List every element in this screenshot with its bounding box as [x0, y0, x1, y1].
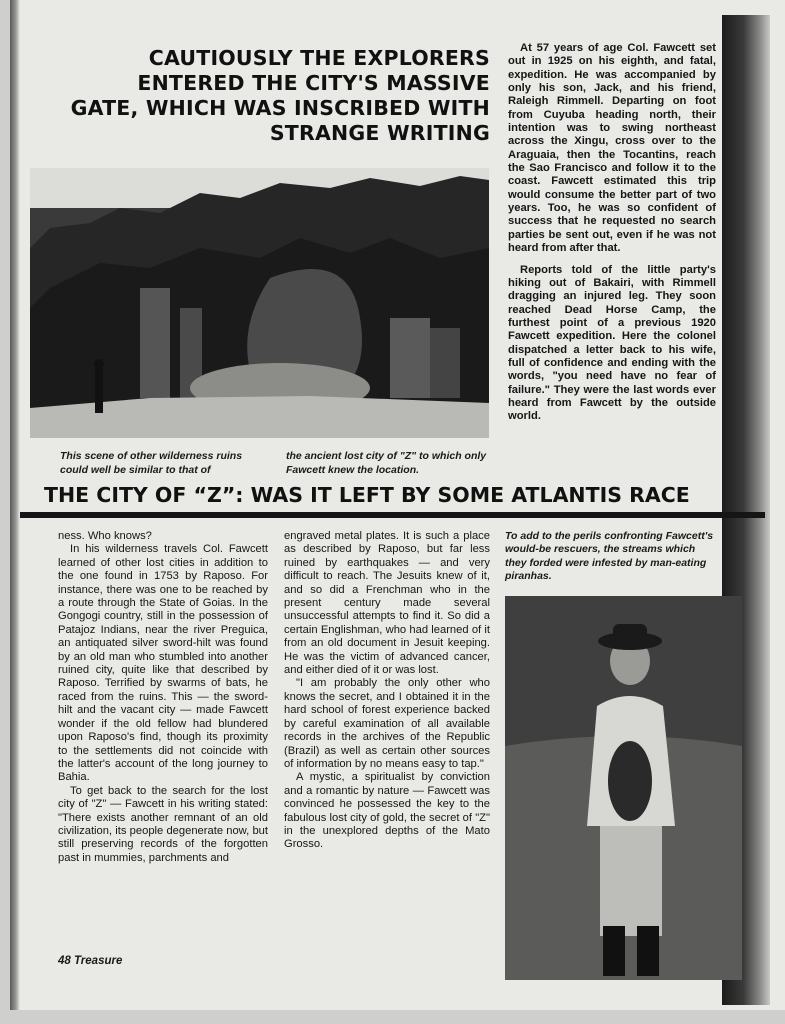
- right-top-column: [508, 42, 716, 432]
- col2-paragraph-1: engraved metal plates. It is such a place as described by Raposo, but far less ruined by earthquakes — and very difficult to reach. The Jesuits knew of it, and so did a Frenchman who in the present century made several unsuccessful attempts to find it. So did a certain Englishman, who had learned of it from an old document in Jesuit keeping. He was the victim of advanced cancer, and either died of it or was lost.: [284, 530, 490, 677]
- photo-caption-right: the ancient lost city of "Z" to which only Fawcett knew the location.: [286, 450, 487, 476]
- piranha-caption: To add to the perils confronting Fawcett's would-be rescuers, the streams which they forded were infested by man-eating piranhas.: [505, 530, 714, 583]
- ruins-photo: [30, 168, 489, 438]
- explorer-photo: [505, 596, 742, 980]
- page-binding-shadow: [10, 0, 20, 1010]
- ruins-photo-image: [30, 168, 489, 438]
- explorer-photo-image: [505, 596, 742, 980]
- body-column-1: [58, 530, 268, 873]
- right-top-paragraph-1: At 57 years of age Col. Fawcett set out in 1925 on his eighth, and fatal, expedition. He was accompanied by only his son, Jack, and his friend, Raleigh Rimmell. Departing on foot from Cuyuba heading north, their intention was to swing northeast across the Xingu, cross over to the Araguaia, then the Tocantins, reach the Sao Francisco and follow it to the coast. Fawcett estimated this trip would consume the better part of two years. Too, he was so confident of success that he requested no search parties be sent out, even if he was not heard from after that.: [508, 42, 716, 255]
- col1-paragraph-2: In his wilderness travels Col. Fawcett learned of other lost cities in addition to the one found in 1753 by Raposo. For instance, there was one to be reached by a route through the State of Goias. In the Gongogi country, still in the possession of Patajoz Indians, near the river Preguica, an antiquated silver sword-hilt was found by an old man who stumbled into another ruined city, quite like that described by Raposo. Terrified by swarms of bats, he raced from the ruins. This — the sword-hilt and the vacant city — made Fawcett wonder if the old fellow had blundered upon Raposo's find, though its proximity to the settlements did not coincide with the latter's account of the long journey to Bahia.: [58, 543, 268, 784]
- photo-caption-left: This scene of other wilderness ruins could well be similar to that of: [60, 450, 243, 476]
- section-banner: THE CITY OF “Z”: WAS IT LEFT BY SOME ATLANTIS RACE: [44, 483, 690, 507]
- section-rule: [20, 512, 765, 518]
- col1-paragraph-3: To get back to the search for the lost city of "Z" — Fawcett in his writing stated: "There exists another remnant of an old civilization, its people degenerate now, but still preserving records of the forgotten past in mummies, parchments and: [58, 784, 268, 864]
- page-folio: 48 Treasure: [58, 955, 123, 967]
- headline: CAUTIOUSLY THE EXPLORERS ENTERED THE CITY'S MASSIVE GATE, WHICH WAS INSCRIBED WITH STRANGE WRITING: [70, 46, 490, 145]
- body-column-2: [284, 530, 490, 860]
- col1-paragraph-1: ness. Who knows?: [58, 530, 152, 542]
- col2-paragraph-2: "I am probably the only other who knows the secret, and I obtained it in the hard school of forest experience backed by careful examination of all available records in the archives of the Republic (Brazil) as well as certain other sources of information by no means easy to tap.": [284, 677, 490, 770]
- col2-paragraph-3: A mystic, a spiritualist by conviction and a romantic by nature — Fawcett was convinced he possessed the key to the fabulous lost city of gold, the secret of "Z" in the unexplored depths of the Mato Grosso.: [284, 771, 490, 851]
- right-top-paragraph-2: Reports told of the little party's hiking out of Bakairi, with Rimmell dragging an injured leg. They soon reached Dead Horse Camp, the furthest point of a previous 1920 Fawcett expedition. Here the colonel dispatched a letter back to his wife, full of confidence and ending with the words, "you need have no fear of failure." They were the last words ever heard from Fawcett by the outside world.: [508, 263, 716, 423]
